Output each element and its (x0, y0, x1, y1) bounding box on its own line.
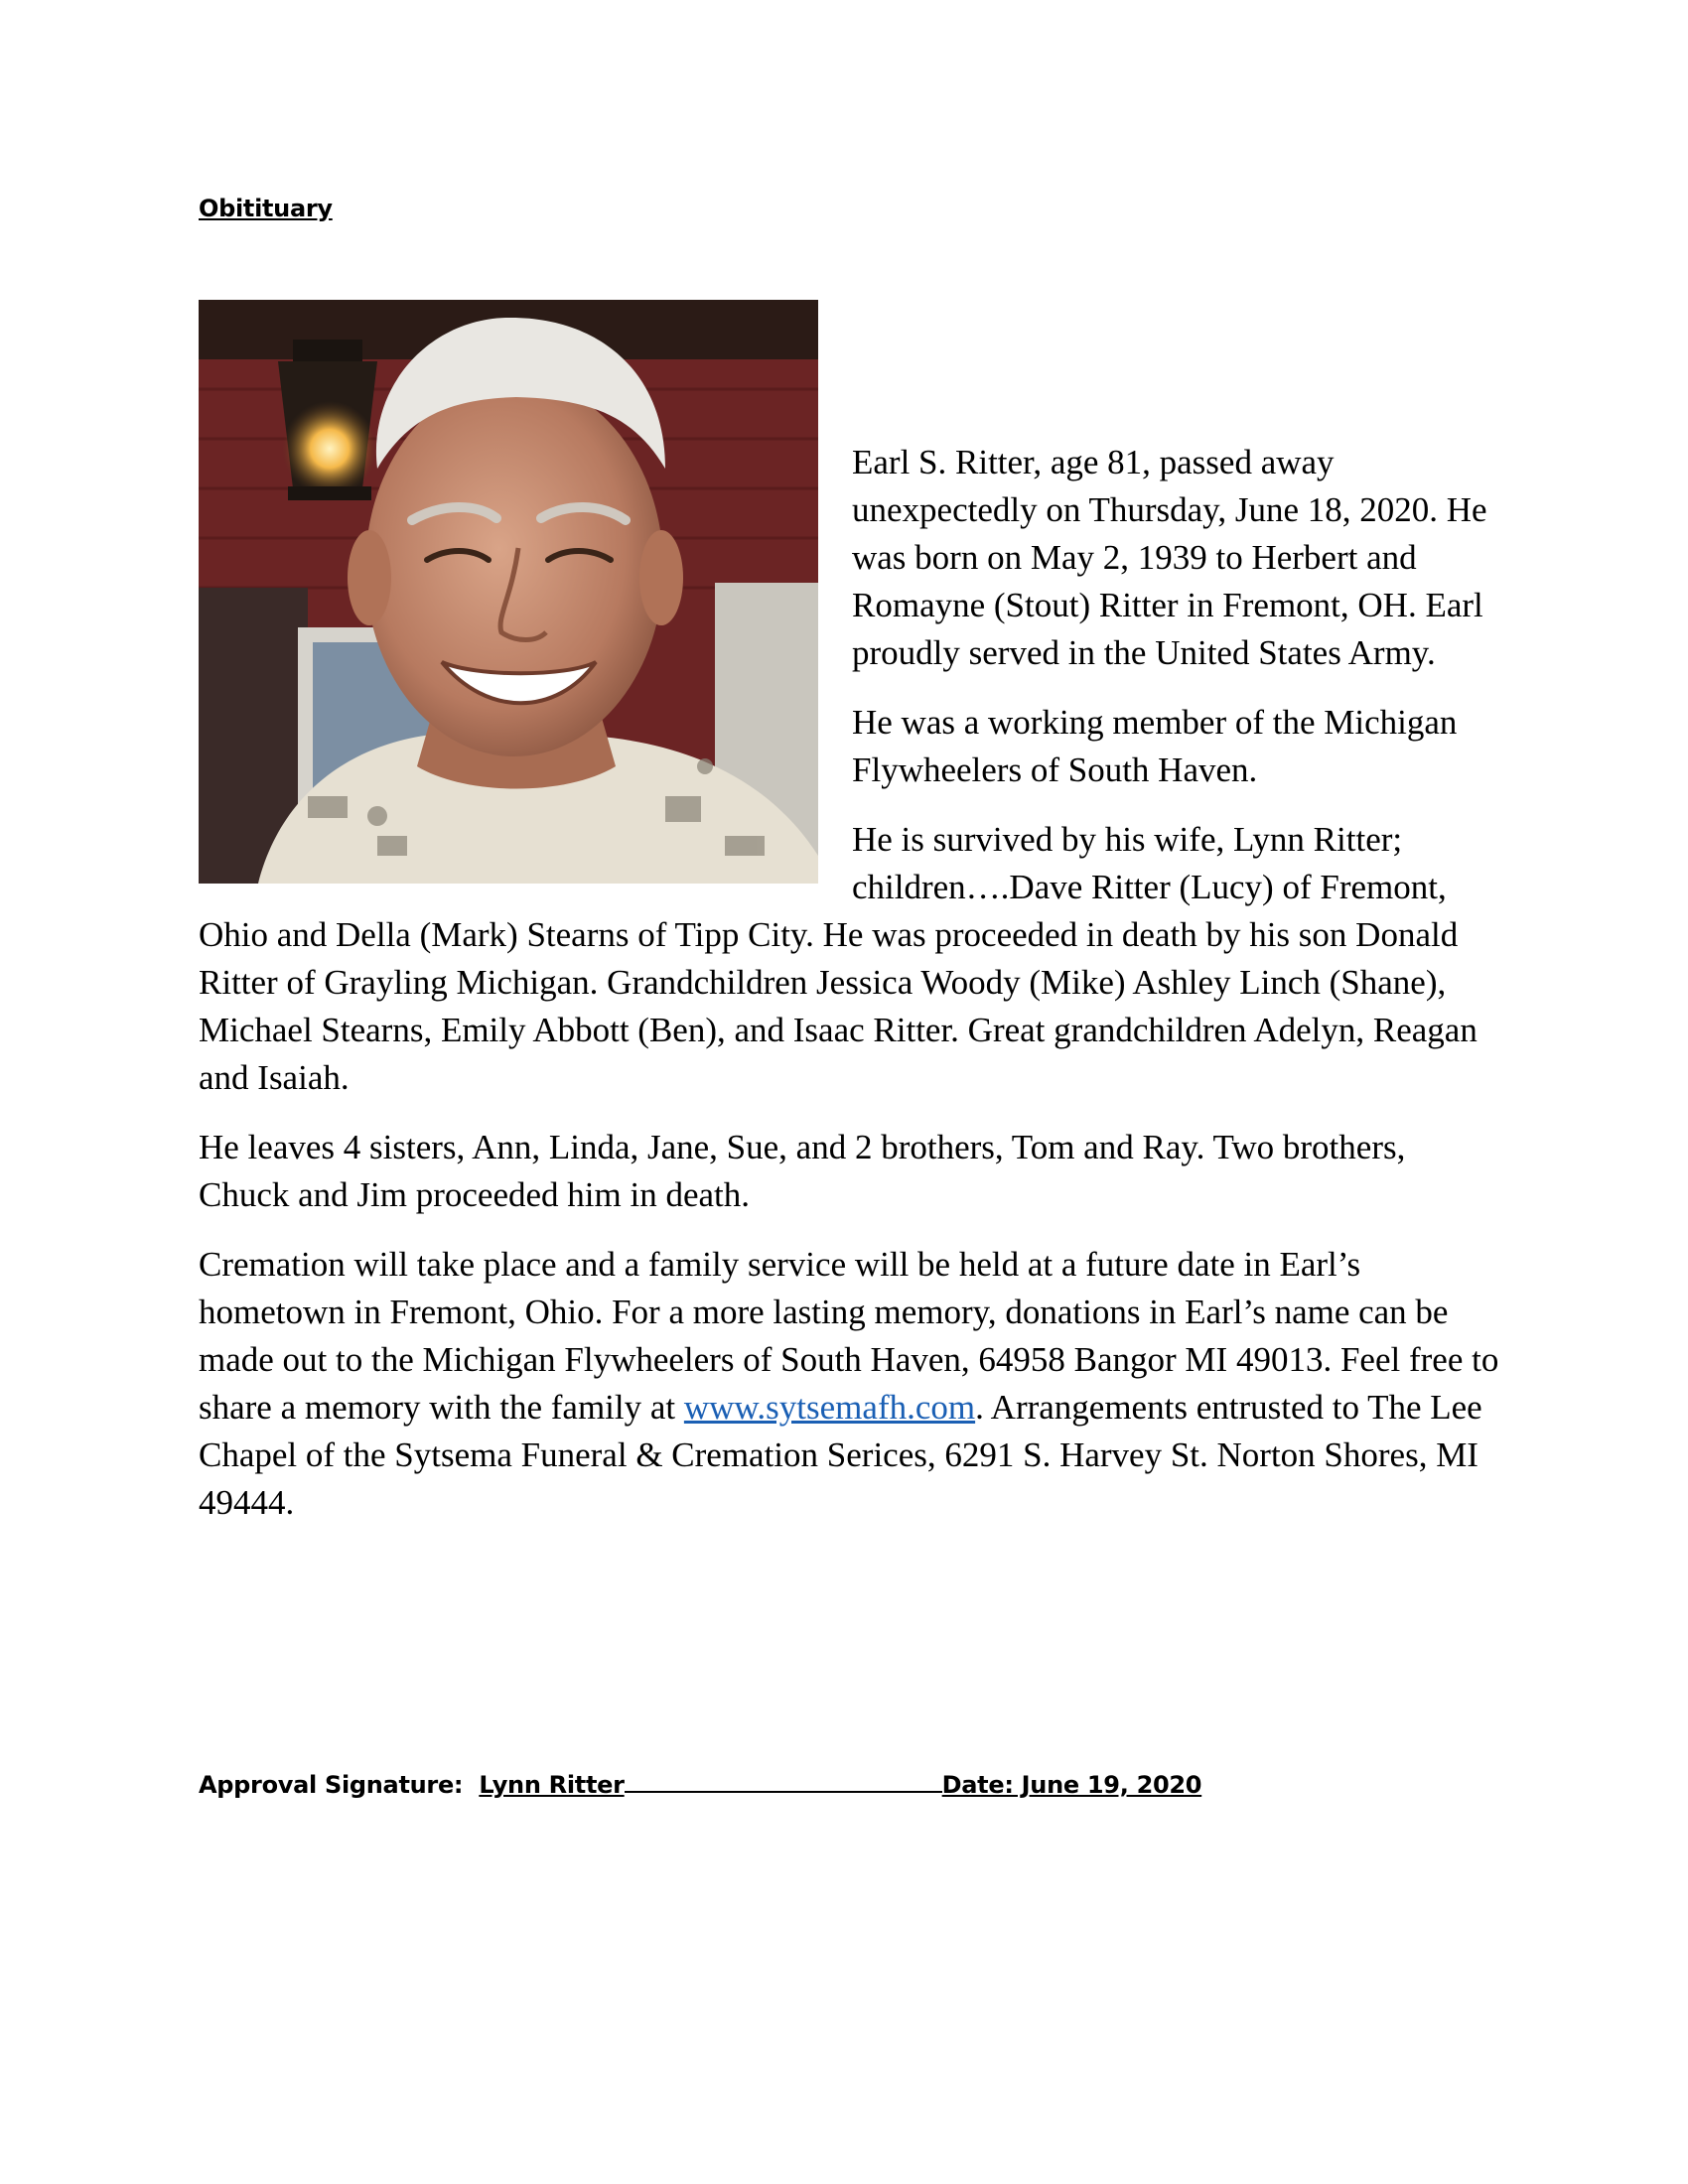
signature-spacer (922, 1769, 942, 1793)
portrait-photo (199, 300, 818, 884)
paragraph-services (199, 1241, 1499, 1527)
services-text-continued: . Arrangements entrusted to The Lee Chapel of the Sytsema Funeral & Cremation Serices, 6291 S. Harvey St. Norton Shores, MI 49444. (199, 1388, 1482, 1522)
paragraph-siblings: He leaves 4 sisters, Ann, Linda, Jane, Sue, and 2 brothers, Tom and Ray. Two brothers, Chuck and Jim proceeded him in death. (199, 1128, 1406, 1214)
signature-label: Approval Signature: (199, 1771, 480, 1799)
website-link[interactable]: www.sytsemafh.com (683, 1388, 976, 1427)
services-text: Cremation will take place and a family service will be held at a future date in Earl’s hometown in Fremont, Ohio. For a more lasting memory, donations in Earl’s name can be made out to the Michigan Flywheelers of South Haven, 64958 Bangor MI 49013. Feel free to share a memory with the family at (199, 1245, 1499, 1427)
signature-name: Lynn Ritter (479, 1771, 625, 1799)
signature-date: Date: June 19, 2020 (941, 1771, 1202, 1799)
paragraph-intro: Earl S. Ritter, age 81, passed away unexpectedly on Thursday, June 18, 2020. He was born on May 2, 1939 to Herbert and Romayne (Stout) Ritter in Fremont, OH. Earl proudly served in the United States Army. (852, 443, 1487, 672)
paragraph-membership: He was a working member of the Michigan Flywheelers of South Haven. (852, 703, 1458, 789)
signature-blank-line (625, 1769, 922, 1793)
page-title: Obitituary (199, 195, 333, 222)
obituary-body (199, 439, 1499, 1549)
approval-signature (199, 1769, 1201, 1799)
paragraph-survivors: He is survived by his wife, Lynn Ritter; children….Dave Ritter (Lucy) of Fremont, Ohio and Della (Mark) Stearns of Tipp City. He was proceeded in death by his son Donald Ritter of Grayling Michigan. Grandchildren Jessica Woody (Mike) Ashley Linch (Shane), Michael Stearns, Emily Abbott (Ben), and Isaac Ritter. Great grandchildren Adelyn, Reagan and Isaiah. (199, 820, 1477, 1097)
